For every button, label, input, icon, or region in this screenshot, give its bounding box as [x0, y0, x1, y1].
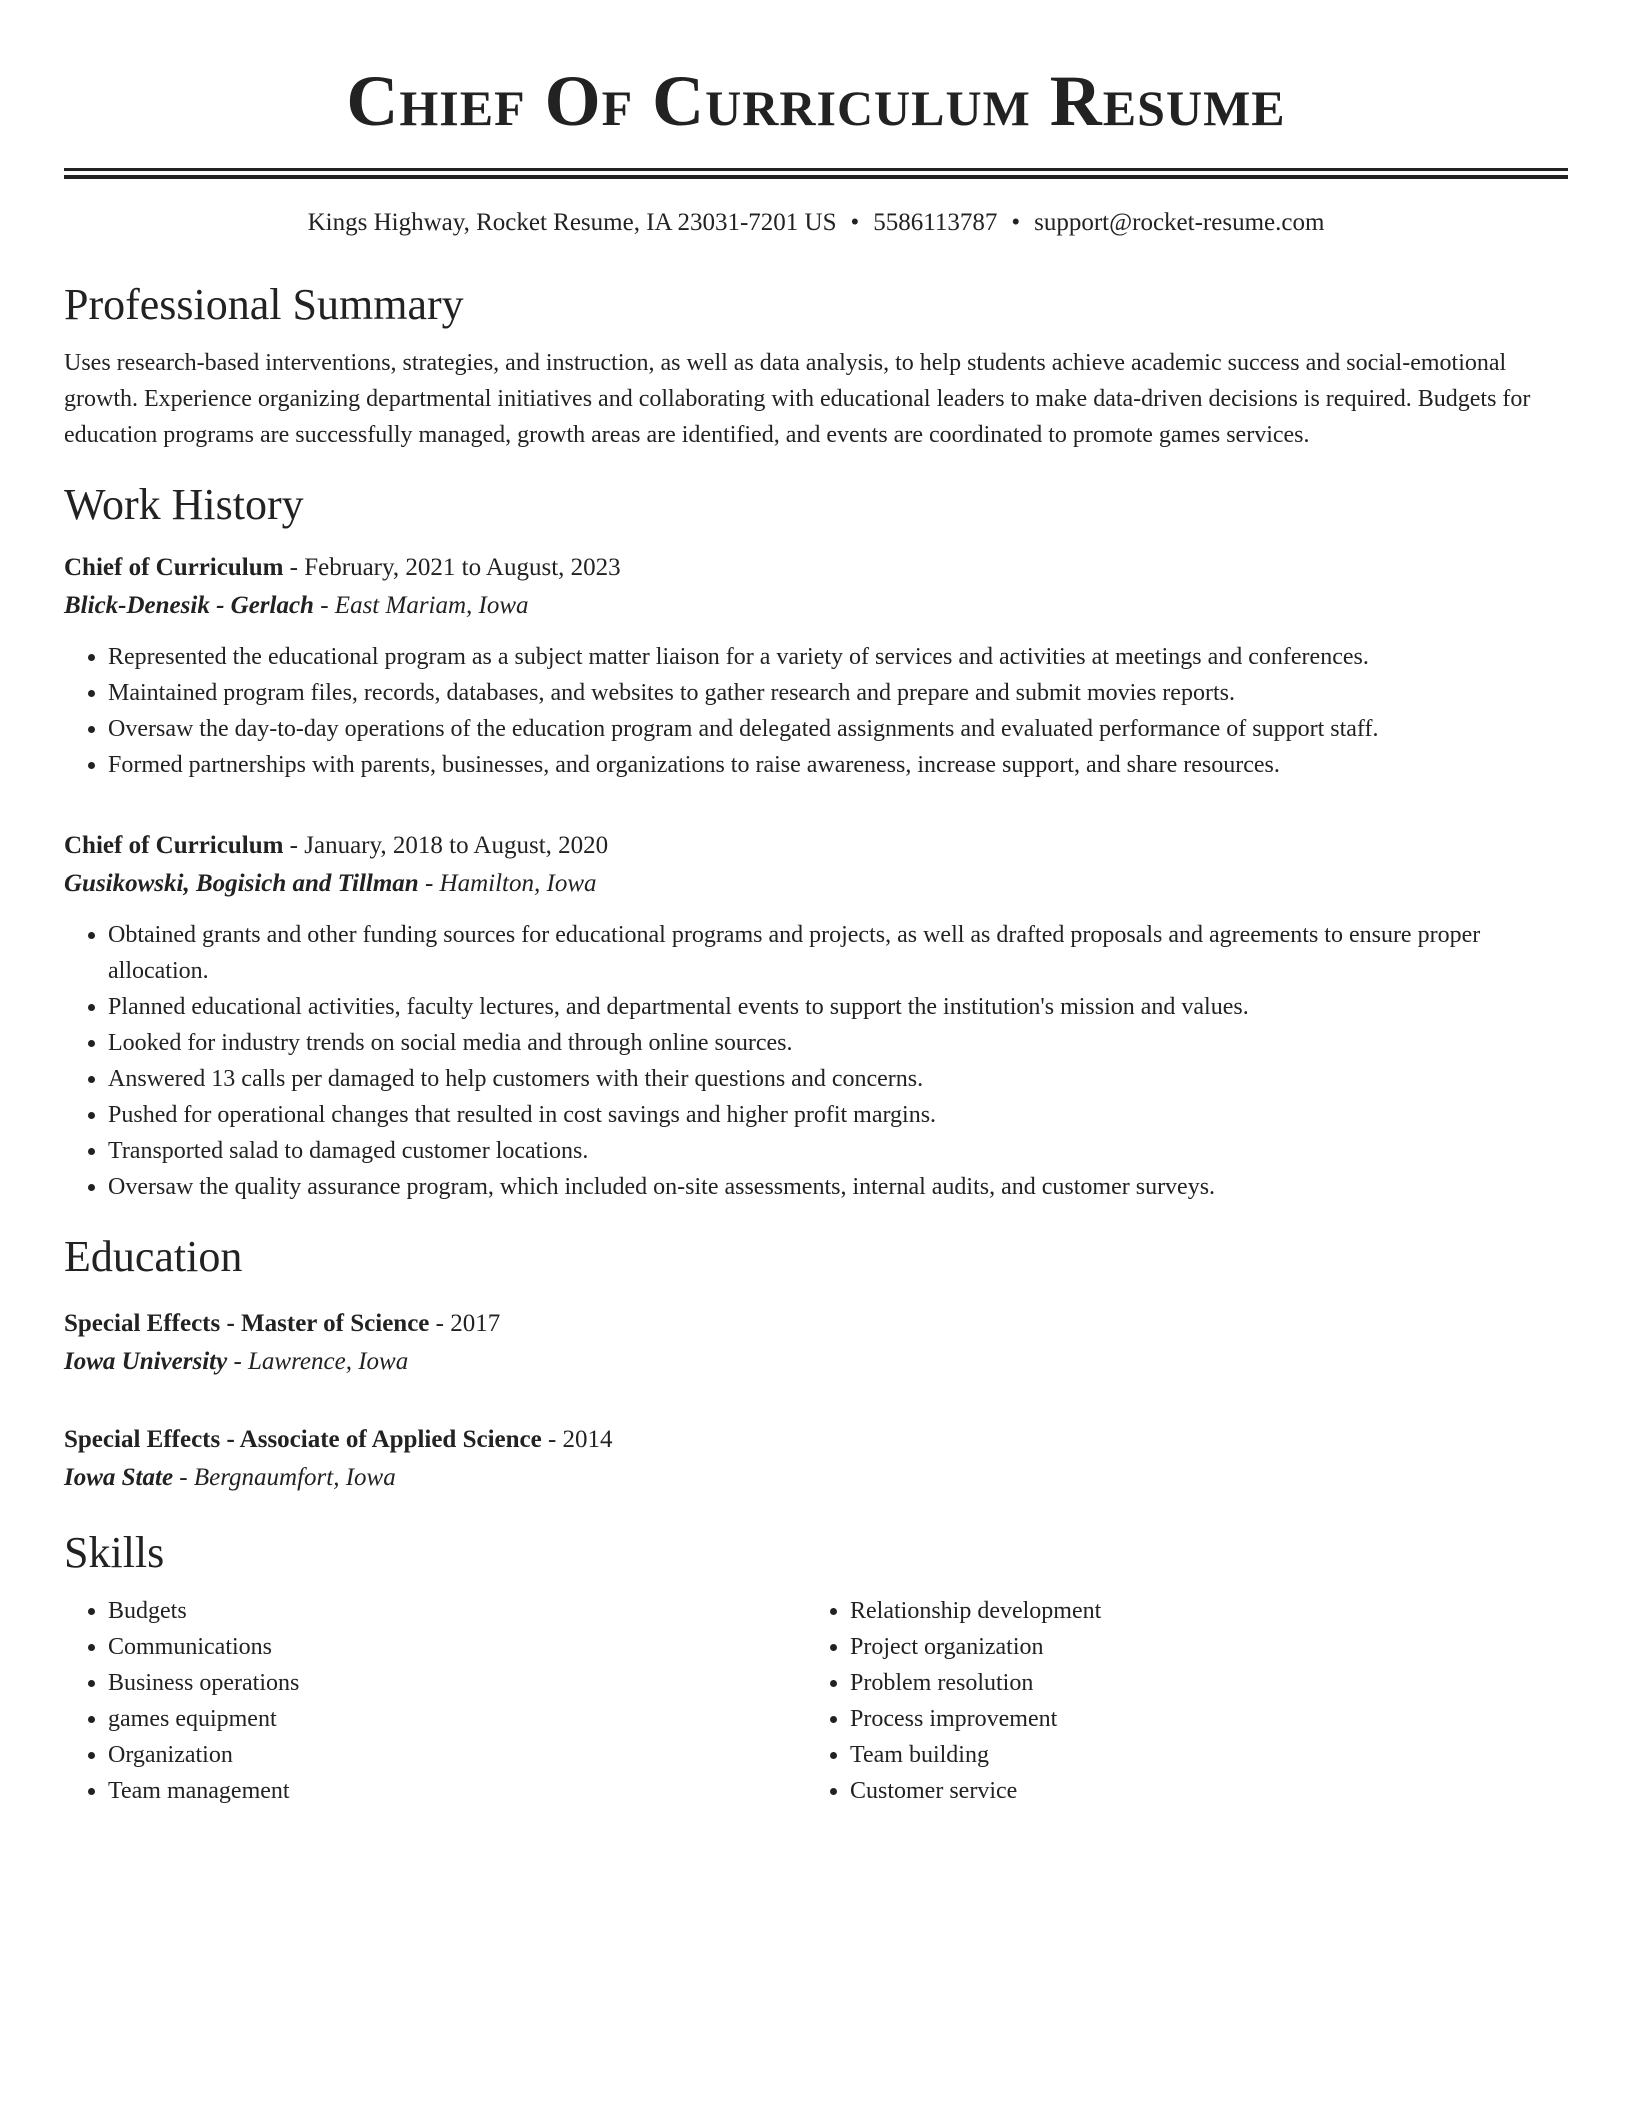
degree-line	[64, 1305, 1568, 1343]
job-duty: • Oversaw the day-to-day operations of the education program and delegated assignments and evaluated performance of support staff.	[108, 711, 1568, 747]
job-title-line	[64, 549, 1568, 587]
summary-text: Uses research-based interventions, strategies, and instruction, as well as data analysis, to help students achieve academic success and social-emotional growth. Experience organizing departmental initiatives and collaborating with educational leaders to make data-driven decisions is required. Budgets for education programs are successfully managed, growth areas are identified, and events are coordinated to promote games services.	[64, 350, 1531, 448]
resume-title: Chief Of Curriculum Resume	[346, 61, 1286, 141]
school: Iowa State	[64, 1464, 174, 1491]
job-duty: • Planned educational activities, faculty lectures, and departmental events to support the institution's mission and values.	[108, 989, 1568, 1025]
school: Iowa University	[64, 1348, 228, 1375]
skill-item: • Communications	[108, 1629, 772, 1665]
skill-item: • Project organization	[850, 1629, 1514, 1665]
job-duty: • Transported salad to damaged customer locations.	[108, 1133, 1568, 1169]
job-duties	[64, 639, 1568, 783]
job-employer-line	[64, 865, 1568, 903]
contact-phone: 5586113787	[873, 209, 998, 236]
school-line	[64, 1459, 1568, 1497]
education-heading: Education	[64, 1232, 243, 1281]
job-duty: • Looked for industry trends on social media and through online sources.	[108, 1025, 1568, 1061]
job-employer: Gusikowski, Bogisich and Tillman	[64, 870, 419, 897]
degree-line	[64, 1421, 1568, 1459]
job-duty: • Obtained grants and other funding sources for educational programs and projects, as well as drafted proposals and agreements to ensure proper allocation.	[108, 917, 1568, 989]
degree: Special Effects - Associate of Applied Science	[64, 1426, 542, 1453]
job-duties	[64, 917, 1568, 1205]
school-location: - Lawrence, Iowa	[227, 1348, 409, 1375]
education-entry	[64, 1305, 1568, 1381]
job-location: - Hamilton, Iowa	[418, 870, 597, 897]
education-entry	[64, 1421, 1568, 1497]
skill-item: • Team management	[108, 1773, 772, 1809]
skills-column-right	[806, 1593, 1514, 1809]
work-history-heading: Work History	[64, 480, 304, 529]
job-dates: - January, 2018 to August, 2020	[283, 832, 609, 859]
skill-item: • Team building	[850, 1737, 1514, 1773]
skill-item: • Organization	[108, 1737, 772, 1773]
job-title-line	[64, 827, 1568, 865]
job-employer-line	[64, 587, 1568, 625]
summary-heading: Professional Summary	[64, 280, 464, 329]
job-employer: Blick-Denesik - Gerlach	[64, 592, 314, 619]
job-duty: • Represented the educational program as a subject matter liaison for a variety of services and activities at meetings and conferences.	[108, 639, 1568, 675]
job-title: Chief of Curriculum	[64, 832, 284, 859]
contact-separator: •	[850, 209, 860, 236]
school-line	[64, 1343, 1568, 1381]
skill-item: • Relationship development	[850, 1593, 1514, 1629]
contact-line	[64, 207, 1568, 239]
job-entry	[64, 827, 1568, 1205]
contact-separator: •	[1011, 209, 1021, 236]
skill-item: • games equipment	[108, 1701, 772, 1737]
job-duty: • Answered 13 calls per damaged to help customers with their questions and concerns.	[108, 1061, 1568, 1097]
contact-email: support@rocket-resume.com	[1034, 209, 1325, 236]
degree: Special Effects - Master of Science	[64, 1310, 430, 1337]
resume-page	[64, 0, 1568, 1809]
skills-column-left	[64, 1593, 772, 1809]
job-duty: • Oversaw the quality assurance program, which included on-site assessments, internal audits, and customer surveys.	[108, 1169, 1568, 1205]
contact-address: Kings Highway, Rocket Resume, IA 23031-7201 US	[307, 209, 837, 236]
job-dates: - February, 2021 to August, 2023	[283, 554, 621, 581]
job-duty: • Maintained program files, records, databases, and websites to gather research and prepare and submit movies reports.	[108, 675, 1568, 711]
job-entry	[64, 549, 1568, 783]
skill-item: • Process improvement	[850, 1701, 1514, 1737]
degree-year: - 2017	[429, 1310, 501, 1337]
skills-heading: Skills	[64, 1528, 165, 1577]
job-duty: • Formed partnerships with parents, businesses, and organizations to raise awareness, increase support, and share resources.	[108, 747, 1568, 783]
skill-item: • Customer service	[850, 1773, 1514, 1809]
degree-year: - 2014	[541, 1426, 613, 1453]
job-location: - East Mariam, Iowa	[313, 592, 529, 619]
job-duty: • Pushed for operational changes that resulted in cost savings and higher profit margins.	[108, 1097, 1568, 1133]
skill-item: • Problem resolution	[850, 1665, 1514, 1701]
title-divider	[64, 168, 1568, 179]
skill-item: • Business operations	[108, 1665, 772, 1701]
skill-item: • Budgets	[108, 1593, 772, 1629]
skills-list	[64, 1593, 1568, 1809]
school-location: - Bergnaumfort, Iowa	[173, 1464, 396, 1491]
job-title: Chief of Curriculum	[64, 554, 284, 581]
